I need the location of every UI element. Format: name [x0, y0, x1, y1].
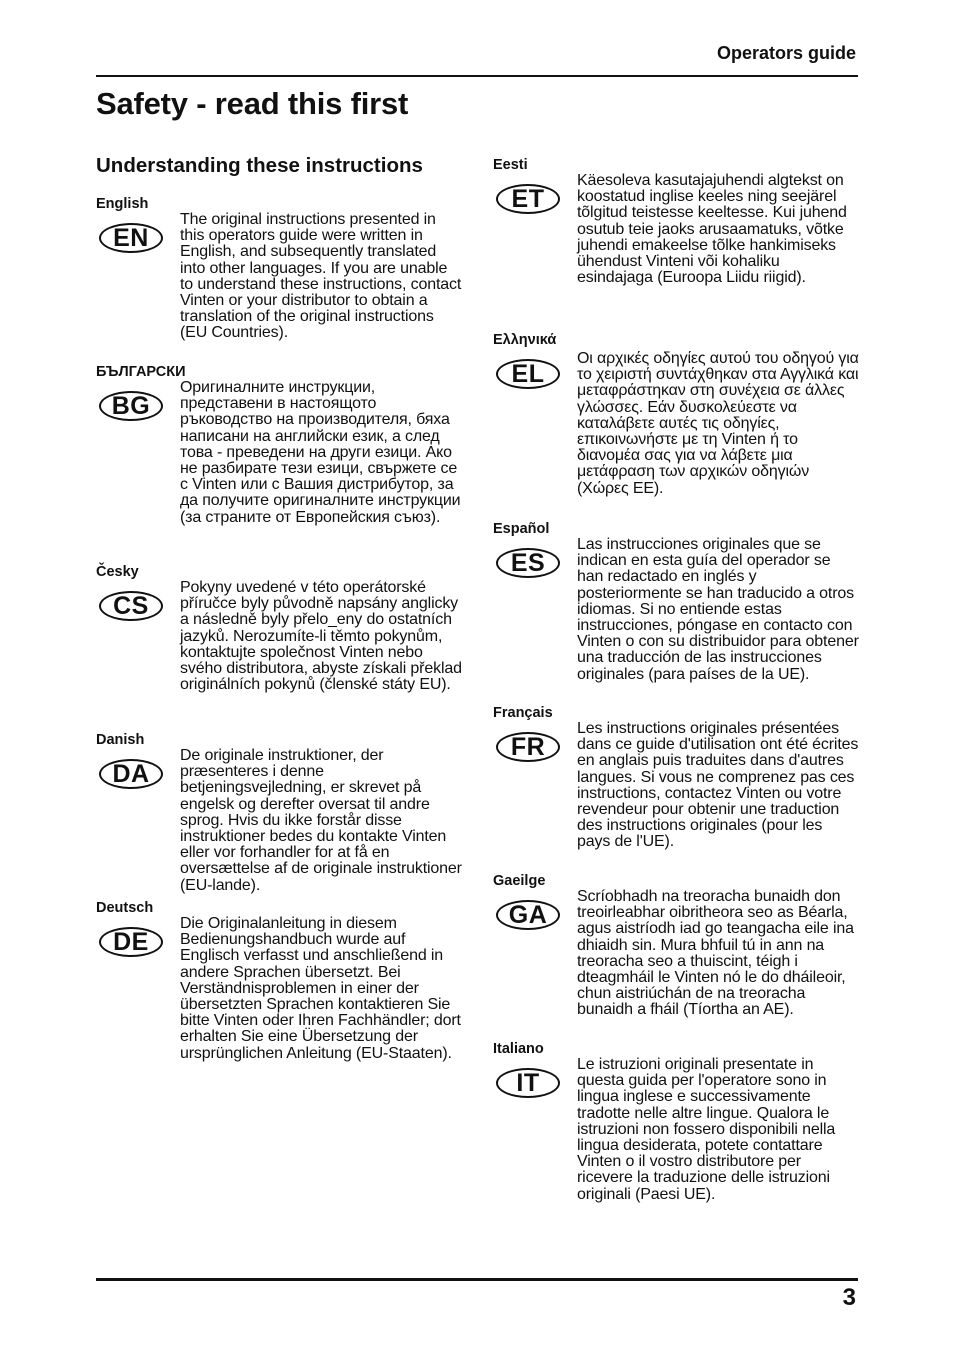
- language-code-badge: EN: [99, 223, 163, 253]
- language-instructions: Käesoleva kasutajajuhendi algtekst on koostatud inglise keeles ning seejärel tõlgitud teistesse keeltesse. Kui juhend osutub teie jaoks arusaamatuks, võtke juhendi emakeelse tõlke hankimiseks ühendust Vinteni või kohaliku esindajaga (Euroopa Liidu riigid).: [577, 172, 847, 287]
- language-name: Ελληνικά: [493, 332, 557, 348]
- language-instructions: Le istruzioni originali presentate in questa guida per l'operatore sono in lingua inglese e successivamente tradotte nelle altre lingue. Qualora le istruzioni non fossero disponibili nella lingua desiderata, potete contattare Vinten o il vostro distributore per ricevere la traduzione delle istruzioni originali (Paesi UE).: [577, 1056, 836, 1203]
- language-instructions: De originale instruktioner, der præsenteres i denne betjeningsvejledning, er skrevet på engelsk og derefter oversat til andre sprog. Hvis du ikke forstår disse instruktioner bedes du kontakte Vinten eller vor forhandler for at få en oversættelse af de originale instruktioner (EU-lande).: [180, 747, 462, 894]
- language-name: БЪЛГАРСКИ: [96, 364, 186, 380]
- language-instructions: Die Originalanleitung in diesem Bedienungshandbuch wurde auf Englisch verfasst und anschließend in andere Sprachen übersetzt. Bei Verständnisproblemen in einer der übersetzten Sprachen kontaktieren Sie bitte Vinten oder Ihren Fachhändler; dort erhalten Sie eine Übersetzung der ursprünglichen Anleitung (EU-Staaten).: [180, 915, 461, 1062]
- language-name: Deutsch: [96, 900, 154, 916]
- language-entry-fr: [493, 705, 859, 895]
- language-code-badge: ES: [496, 548, 560, 578]
- language-instructions: Оригиналните инструкции, представени в настоящото ръководство на производителя, бяха написани на английски език, а след това - преведени на други езици. Ако не разбирате тези езици, свържете се с Vinten или с Вашия дистрибутор, за да получите оригиналните инструкции (за страните от Европейския съюз).: [180, 379, 461, 526]
- language-name: Danish: [96, 732, 145, 748]
- language-code-badge: CS: [99, 591, 163, 621]
- language-code-badge: FR: [496, 732, 560, 762]
- language-entry-de: [96, 900, 462, 1090]
- language-code-badge: DA: [99, 759, 163, 789]
- language-instructions: Las instrucciones originales que se indican en esta guía del operador se han redactado en inglés y posteriormente se han traducido a otros idiomas. Si no entiende estas instrucciones, póngase en contacto con Vinten o con su distribuidor para obtener una traducción de las instrucciones originales (para países de la UE).: [577, 536, 859, 683]
- language-name: Español: [493, 521, 550, 537]
- language-code-badge: BG: [99, 391, 163, 421]
- language-entry-es: [493, 521, 859, 711]
- language-entry-bg: [96, 364, 462, 554]
- language-name: Italiano: [493, 1041, 544, 1057]
- language-entry-el: [493, 332, 859, 522]
- language-code-badge: IT: [496, 1068, 560, 1098]
- language-entry-it: [493, 1041, 859, 1231]
- page-number: 3: [842, 1284, 856, 1311]
- language-entry-ga: [493, 873, 859, 1063]
- language-name: Français: [493, 705, 553, 721]
- language-code-badge: ET: [496, 184, 560, 214]
- language-code-badge: EL: [496, 359, 560, 389]
- header-rule: [96, 75, 858, 77]
- language-instructions: The original instructions presented in this operators guide were written in English, and subsequently translated into other languages. If you are unable to understand these instructions, contact Vinten or your distributor to obtain a translation of the original instructions (EU Countries).: [180, 211, 462, 342]
- language-entry-et: [493, 157, 859, 347]
- language-code-badge: DE: [99, 927, 163, 957]
- language-entry-en: [96, 196, 462, 386]
- language-code-badge: GA: [496, 900, 560, 930]
- language-instructions: Les instructions originales présentées dans ce guide d'utilisation ont été écrites en anglais puis traduites dans d'autres langues. Si vous ne comprenez pas ces instructions, contactez Vinten ou votre revendeur pour obtenir une traduction des instructions originales (pour les pays de l'UE).: [577, 720, 859, 851]
- language-entry-cs: [96, 564, 462, 754]
- page-title: Safety - read this first: [96, 86, 409, 121]
- language-name: Eesti: [493, 157, 528, 173]
- language-instructions: Οι αρχικές οδηγίες αυτού του οδηγού για το χειριστή συντάχθηκαν στα Αγγλικά και μεταφράστηκαν στη συνέχεια σε άλλες γλώσσες. Εάν δυσκολεύεστε να καταλάβετε αυτές τις οδηγίες, επικοινωνήστε με τη Vinten ή το διανομέα σας για να λάβετε μια μετάφραση των αρχικών οδηγιών (Χώρες ΕΕ).: [577, 350, 859, 497]
- language-name: Gaeilge: [493, 873, 546, 889]
- language-instructions: Scríobhadh na treoracha bunaidh don treoirleabhar oibritheora seo as Béarla, agus aistríodh iad go teangacha eile ina dhiaidh sin. Mura bhfuil tú in ann na treoracha seo a thuiscint, téigh i dteagmháil le Vinten nó le do dháileoir, chun aistriúchán de na treoracha bunaidh a fháil (Tíortha an AE).: [577, 888, 854, 1019]
- footer-rule: [96, 1278, 858, 1281]
- section-title: Understanding these instructions: [96, 154, 423, 177]
- running-header: Operators guide: [716, 43, 856, 63]
- language-name: English: [96, 196, 149, 212]
- language-instructions: Pokyny uvedené v této operátorské příručce byly původně napsány anglicky a následně byly přelo_eny do ostatních jazyků. Nerozumíte-li těmto pokynům, kontaktujte společnost Vinten nebo svého distributora, abyste získali překlad originálních pokynů (členské státy EU).: [180, 579, 462, 694]
- language-entry-da: [96, 732, 462, 922]
- language-name: Česky: [96, 564, 139, 580]
